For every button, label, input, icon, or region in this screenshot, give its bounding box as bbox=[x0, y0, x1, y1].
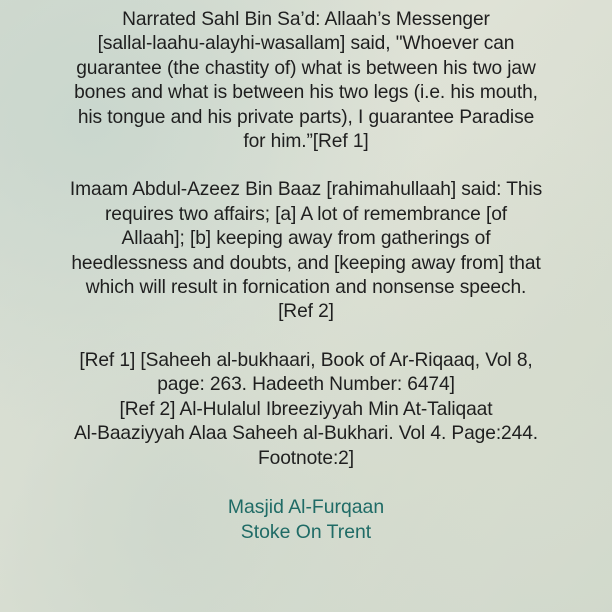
reference-line: Footnote:2] bbox=[258, 447, 354, 469]
commentary-line: Allaah]; [b] keeping away from gatherings of bbox=[121, 228, 491, 250]
commentary-line: which will result in fornication and nonsense speech. bbox=[85, 277, 527, 299]
commentary-line: [Ref 2] bbox=[278, 301, 334, 323]
hadith-line: guarantee (the chastity of) what is between his two jaw bbox=[76, 57, 536, 79]
hadith-line: his tongue and his private parts), I guarantee Paradise bbox=[77, 106, 535, 128]
footer bbox=[14, 495, 598, 545]
commentary-line: heedlessness and doubts, and [keeping away from] that bbox=[71, 252, 541, 274]
footer-location: Stoke On Trent bbox=[240, 520, 372, 543]
hadith-line: for him.”[Ref 1] bbox=[243, 131, 369, 153]
hadith-line: bones and what is between his two legs (i.e. his mouth, bbox=[74, 82, 538, 104]
references-text bbox=[14, 349, 598, 471]
hadith-line: Narrated Sahl Bin Sa’d: Allaah’s Messenger bbox=[122, 9, 490, 30]
spacer bbox=[14, 325, 598, 349]
commentary-text bbox=[14, 178, 598, 324]
spacer bbox=[14, 471, 598, 495]
reference-line: [Ref 1] [Saheeh al-bukhaari, Book of Ar-Riqaaq, Vol 8, bbox=[79, 349, 533, 371]
footer-masjid-name: Masjid Al-Furqaan bbox=[227, 495, 385, 518]
hadith-line: [sallal-laahu-alayhi-wasallam] said, "Whoever can bbox=[97, 33, 515, 55]
hadith-text bbox=[14, 8, 598, 154]
commentary-line: Imaam Abdul-Azeez Bin Baaz [rahimahullaah] said: This bbox=[69, 179, 543, 201]
reference-line: page: 263. Hadeeth Number: 6474] bbox=[157, 374, 455, 396]
reference-line: Al-Baaziyyah Alaa Saheeh al-Bukhari. Vol 4. Page:244. bbox=[73, 423, 539, 445]
commentary-line: requires two affairs; [a] A lot of remembrance [of bbox=[104, 203, 508, 225]
reference-line: [Ref 2] Al-Hulalul Ibreeziyyah Min At-Taliqaat bbox=[119, 398, 493, 420]
spacer bbox=[14, 154, 598, 178]
